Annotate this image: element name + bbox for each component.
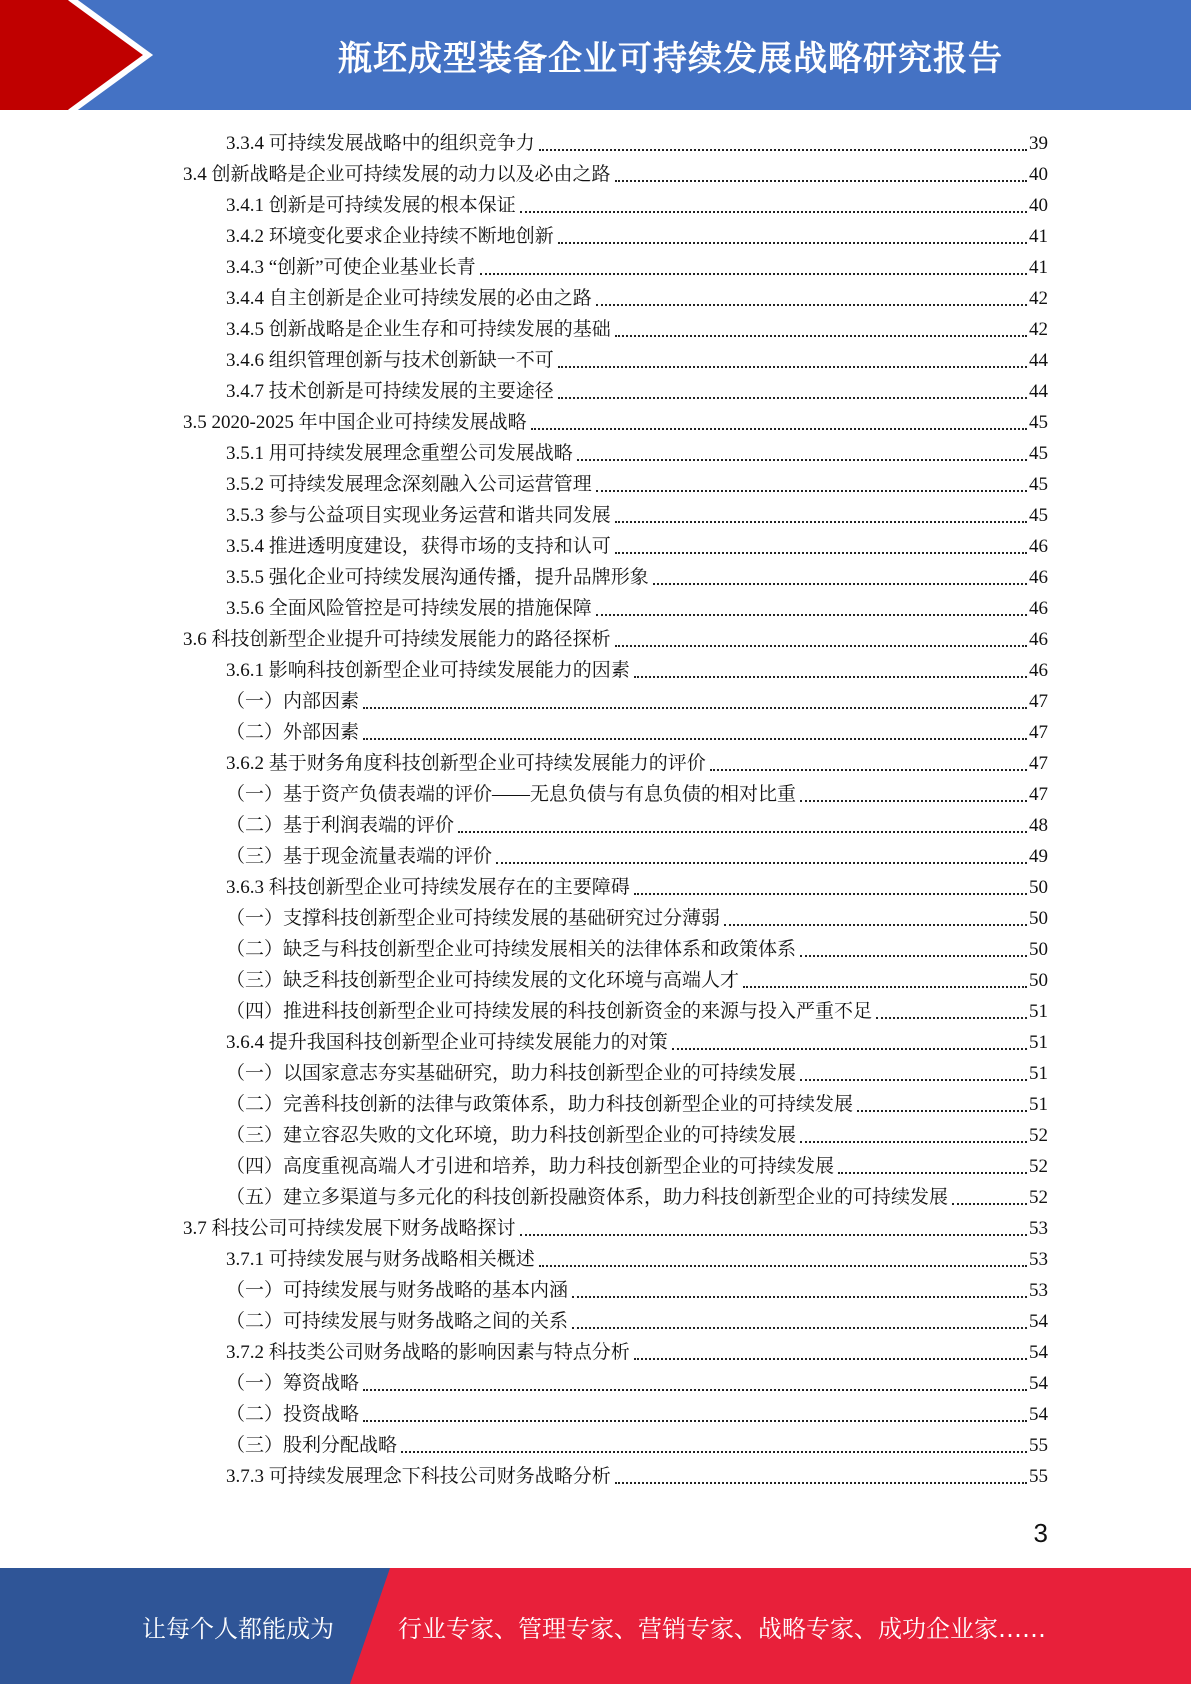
toc-entry[interactable] <box>226 996 1048 1027</box>
toc-entry-page: 54 <box>1029 1342 1048 1363</box>
toc-entry-title: （一）筹资战略 <box>226 1373 360 1394</box>
footer-slogan-right: 行业专家、管理专家、营销专家、战略专家、成功企业家…… <box>398 1614 1046 1643</box>
toc-entry-page: 51 <box>1029 1001 1048 1022</box>
footer-slogan-left: 让每个人都能成为 <box>142 1614 334 1643</box>
toc-entry-title: 3.6.4 提升我国科技创新型企业可持续发展能力的对策 <box>226 1032 668 1053</box>
toc-entry-page: 50 <box>1029 939 1048 960</box>
toc-dot-leader <box>577 459 1027 461</box>
toc-entry[interactable] <box>226 903 1048 934</box>
toc-entry[interactable] <box>226 128 1048 159</box>
toc-entry-title: 3.7 科技公司可持续发展下财务战略探讨 <box>183 1218 516 1239</box>
toc-entry-page: 50 <box>1029 970 1048 991</box>
toc-entry[interactable] <box>226 376 1048 407</box>
toc-dot-leader <box>572 1296 1027 1298</box>
toc-dot-leader <box>401 1451 1027 1453</box>
toc-entry-title: 3.7.3 可持续发展理念下科技公司财务战略分析 <box>226 1466 611 1487</box>
toc-dot-leader <box>363 738 1027 740</box>
toc-dot-leader <box>653 583 1027 585</box>
toc-dot-leader <box>458 831 1027 833</box>
toc-entry-page: 42 <box>1029 319 1048 340</box>
toc-entry[interactable] <box>226 779 1048 810</box>
toc-entry-page: 41 <box>1029 257 1048 278</box>
toc-entry[interactable] <box>226 1306 1048 1337</box>
toc-entry-page: 51 <box>1029 1063 1048 1084</box>
toc-entry-title: 3.5.1 用可持续发展理念重塑公司发展战略 <box>226 443 573 464</box>
toc-dot-leader <box>838 1172 1027 1174</box>
toc-entry-page: 46 <box>1029 660 1048 681</box>
toc-dot-leader <box>743 986 1027 988</box>
toc-entry[interactable] <box>226 531 1048 562</box>
toc-dot-leader <box>800 955 1027 957</box>
toc-entry-page: 53 <box>1029 1249 1048 1270</box>
toc-entry-page: 46 <box>1029 536 1048 557</box>
toc-entry-title: （三）建立容忍失败的文化环境，助力科技创新型企业的可持续发展 <box>226 1125 797 1146</box>
toc-entry-page: 46 <box>1029 567 1048 588</box>
toc-entry[interactable] <box>226 841 1048 872</box>
toc-entry-page: 55 <box>1029 1435 1048 1456</box>
toc-entry[interactable] <box>226 345 1048 376</box>
toc-entry-title: 3.5.6 全面风险管控是可持续发展的措施保障 <box>226 598 592 619</box>
toc-entry-page: 50 <box>1029 908 1048 929</box>
toc-dot-leader <box>496 862 1027 864</box>
toc-dot-leader <box>558 397 1027 399</box>
toc-entry-title: 3.4.5 创新战略是企业生存和可持续发展的基础 <box>226 319 611 340</box>
toc-entry-page: 50 <box>1029 877 1048 898</box>
toc-entry[interactable] <box>226 717 1048 748</box>
toc-entry-title: （四）高度重视高端人才引进和培养，助力科技创新型企业的可持续发展 <box>226 1156 835 1177</box>
toc-entry-title: 3.6.2 基于财务角度科技创新型企业可持续发展能力的评价 <box>226 753 706 774</box>
toc-entry-page: 40 <box>1029 164 1048 185</box>
toc-entry-title: （一）以国家意志夯实基础研究，助力科技创新型企业的可持续发展 <box>226 1063 797 1084</box>
toc-dot-leader <box>800 1079 1027 1081</box>
toc-entry[interactable] <box>226 1027 1048 1058</box>
toc-dot-leader <box>480 273 1027 275</box>
toc-dot-leader <box>857 1110 1027 1112</box>
toc-entry-title: （一）可持续发展与财务战略的基本内涵 <box>226 1280 569 1301</box>
toc-entry-title: （二）完善科技创新的法律与政策体系，助力科技创新型企业的可持续发展 <box>226 1094 854 1115</box>
toc-entry-page: 55 <box>1029 1466 1048 1487</box>
toc-entry[interactable] <box>226 314 1048 345</box>
toc-entry-page: 45 <box>1029 443 1048 464</box>
toc-entry-title: 3.3.4 可持续发展战略中的组织竞争力 <box>226 133 535 154</box>
toc-dot-leader <box>615 552 1027 554</box>
toc-entry-page: 54 <box>1029 1373 1048 1394</box>
toc-entry-title: （一）支撑科技创新型企业可持续发展的基础研究过分薄弱 <box>226 908 721 929</box>
toc-dot-leader <box>596 614 1027 616</box>
toc-dot-leader <box>531 428 1027 430</box>
toc-entry-page: 39 <box>1029 133 1048 154</box>
toc-entry[interactable] <box>226 1368 1048 1399</box>
toc-dot-leader <box>615 180 1027 182</box>
toc-entry-page: 47 <box>1029 784 1048 805</box>
toc-entry-title: （二）基于利润表端的评价 <box>226 815 455 836</box>
toc-entry-title: 3.4.4 自主创新是企业可持续发展的必由之路 <box>226 288 592 309</box>
toc-entry[interactable] <box>183 407 1048 438</box>
toc-entry-page: 44 <box>1029 350 1048 371</box>
toc-entry-title: （二）外部因素 <box>226 722 360 743</box>
toc-entry-page: 42 <box>1029 288 1048 309</box>
toc-entry[interactable] <box>226 593 1048 624</box>
toc-entry-page: 41 <box>1029 226 1048 247</box>
toc-dot-leader <box>596 304 1027 306</box>
toc-entry-title: （三）基于现金流量表端的评价 <box>226 846 493 867</box>
toc-entry[interactable] <box>226 1182 1048 1213</box>
toc-dot-leader <box>615 521 1027 523</box>
toc-entry-title: 3.5 2020-2025 年中国企业可持续发展战略 <box>183 412 527 433</box>
toc-entry[interactable] <box>226 872 1048 903</box>
toc-entry[interactable] <box>226 1275 1048 1306</box>
toc-entry[interactable] <box>183 159 1048 190</box>
toc-entry-page: 49 <box>1029 846 1048 867</box>
toc-dot-leader <box>558 242 1027 244</box>
toc-entry-title: 3.5.4 推进透明度建设，获得市场的支持和认可 <box>226 536 611 557</box>
toc-entry[interactable] <box>226 469 1048 500</box>
toc-entry[interactable] <box>226 283 1048 314</box>
toc-entry[interactable] <box>226 190 1048 221</box>
toc-entry-title: （二）投资战略 <box>226 1404 360 1425</box>
toc-entry-title: 3.6.3 科技创新型企业可持续发展存在的主要障碍 <box>226 877 630 898</box>
toc-entry[interactable] <box>226 655 1048 686</box>
report-title: 瓶坯成型装备企业可持续发展战略研究报告 <box>338 38 1003 79</box>
toc-entry-page: 52 <box>1029 1156 1048 1177</box>
toc-dot-leader <box>615 1482 1027 1484</box>
toc-entry-page: 51 <box>1029 1094 1048 1115</box>
toc-entry-title: 3.4.2 环境变化要求企业持续不断地创新 <box>226 226 554 247</box>
toc-entry[interactable] <box>226 965 1048 996</box>
toc-entry-page: 47 <box>1029 753 1048 774</box>
toc-dot-leader <box>572 1327 1027 1329</box>
toc-entry-page: 44 <box>1029 381 1048 402</box>
toc-entry[interactable] <box>226 1430 1048 1461</box>
toc-entry-title: 3.7.1 可持续发展与财务战略相关概述 <box>226 1249 535 1270</box>
toc-entry[interactable] <box>226 252 1048 283</box>
toc-entry-title: （三）股利分配战略 <box>226 1435 398 1456</box>
toc-entry-title: （三）缺乏科技创新型企业可持续发展的文化环境与高端人才 <box>226 970 740 991</box>
toc-entry[interactable] <box>226 1120 1048 1151</box>
toc-dot-leader <box>520 1234 1027 1236</box>
toc-entry-page: 53 <box>1029 1280 1048 1301</box>
toc-dot-leader <box>539 149 1027 151</box>
toc-dot-leader <box>634 676 1027 678</box>
toc-entry[interactable] <box>226 748 1048 779</box>
toc-entry-title: （四）推进科技创新型企业可持续发展的科技创新资金的来源与投入严重不足 <box>226 1001 873 1022</box>
toc-dot-leader <box>363 1389 1027 1391</box>
page-header <box>0 0 1191 110</box>
toc-dot-leader <box>634 1358 1027 1360</box>
toc-dot-leader <box>634 893 1027 895</box>
page-number: 3 <box>1033 1518 1048 1548</box>
toc-entry-page: 45 <box>1029 474 1048 495</box>
toc-entry[interactable] <box>226 1089 1048 1120</box>
toc-dot-leader <box>952 1203 1027 1205</box>
toc-entry-title: 3.4 创新战略是企业可持续发展的动力以及必由之路 <box>183 164 611 185</box>
toc-entry[interactable] <box>226 1244 1048 1275</box>
toc-dot-leader <box>710 769 1027 771</box>
toc-entry-page: 54 <box>1029 1311 1048 1332</box>
toc-entry[interactable] <box>226 1151 1048 1182</box>
toc-entry-title: 3.6 科技创新型企业提升可持续发展能力的路径探析 <box>183 629 611 650</box>
header-red-chevron <box>0 0 160 110</box>
toc-entry-title: 3.7.2 科技类公司财务战略的影响因素与特点分析 <box>226 1342 630 1363</box>
toc-entry-title: 3.5.5 强化企业可持续发展沟通传播，提升品牌形象 <box>226 567 649 588</box>
toc-dot-leader <box>615 335 1027 337</box>
toc-entry[interactable] <box>226 500 1048 531</box>
page-footer <box>0 1568 1191 1684</box>
toc-entry[interactable] <box>226 562 1048 593</box>
toc-dot-leader <box>558 366 1027 368</box>
toc-entry-page: 47 <box>1029 691 1048 712</box>
toc-entry-title: 3.5.3 参与公益项目实现业务运营和谐共同发展 <box>226 505 611 526</box>
toc-entry-page: 54 <box>1029 1404 1048 1425</box>
toc-dot-leader <box>800 800 1027 802</box>
toc-dot-leader <box>672 1048 1027 1050</box>
toc-entry-page: 51 <box>1029 1032 1048 1053</box>
toc-entry-title: （二）可持续发展与财务战略之间的关系 <box>226 1311 569 1332</box>
toc-entry-title: （二）缺乏与科技创新型企业可持续发展相关的法律体系和政策体系 <box>226 939 797 960</box>
toc-entry-title: 3.4.3 “创新”可使企业基业长青 <box>226 257 476 278</box>
toc-dot-leader <box>800 1141 1027 1143</box>
toc-entry-title: 3.4.6 组织管理创新与技术创新缺一不可 <box>226 350 554 371</box>
toc-entry-page: 46 <box>1029 629 1048 650</box>
toc-entry[interactable] <box>226 934 1048 965</box>
toc-entry-title: 3.4.1 创新是可持续发展的根本保证 <box>226 195 516 216</box>
toc-entry[interactable] <box>226 810 1048 841</box>
toc-dot-leader <box>596 490 1027 492</box>
toc-entry[interactable] <box>183 624 1048 655</box>
toc-entry-title: 3.4.7 技术创新是可持续发展的主要途径 <box>226 381 554 402</box>
toc-entry-title: （一）内部因素 <box>226 691 360 712</box>
toc-entry-title: （一）基于资产负债表端的评价——无息负债与有息负债的相对比重 <box>226 784 797 805</box>
toc-entry-title: （五）建立多渠道与多元化的科技创新投融资体系，助力科技创新型企业的可持续发展 <box>226 1187 949 1208</box>
toc-entry[interactable] <box>226 1461 1048 1492</box>
toc-entry-page: 45 <box>1029 505 1048 526</box>
toc-dot-leader <box>724 924 1027 926</box>
toc-entry-page: 53 <box>1029 1218 1048 1239</box>
toc-entry-page: 52 <box>1029 1187 1048 1208</box>
toc-entry[interactable] <box>226 221 1048 252</box>
toc-entry-page: 45 <box>1029 412 1048 433</box>
toc-dot-leader <box>363 1420 1027 1422</box>
toc-entry-page: 47 <box>1029 722 1048 743</box>
toc-entry[interactable] <box>226 686 1048 717</box>
toc-entry[interactable] <box>226 1337 1048 1368</box>
toc-dot-leader <box>363 707 1027 709</box>
toc-entry[interactable] <box>226 438 1048 469</box>
toc-entry-page: 46 <box>1029 598 1048 619</box>
toc-dot-leader <box>615 645 1027 647</box>
toc-entry[interactable] <box>183 1213 1048 1244</box>
toc-entry-title: 3.5.2 可持续发展理念深刻融入公司运营管理 <box>226 474 592 495</box>
toc-entry-page: 40 <box>1029 195 1048 216</box>
toc-entry-page: 52 <box>1029 1125 1048 1146</box>
toc-entry-page: 48 <box>1029 815 1048 836</box>
toc-dot-leader <box>876 1017 1027 1019</box>
toc-dot-leader <box>539 1265 1027 1267</box>
toc-entry[interactable] <box>226 1399 1048 1430</box>
toc-entry-title: 3.6.1 影响科技创新型企业可持续发展能力的因素 <box>226 660 630 681</box>
toc-dot-leader <box>520 211 1027 213</box>
toc-entry[interactable] <box>226 1058 1048 1089</box>
